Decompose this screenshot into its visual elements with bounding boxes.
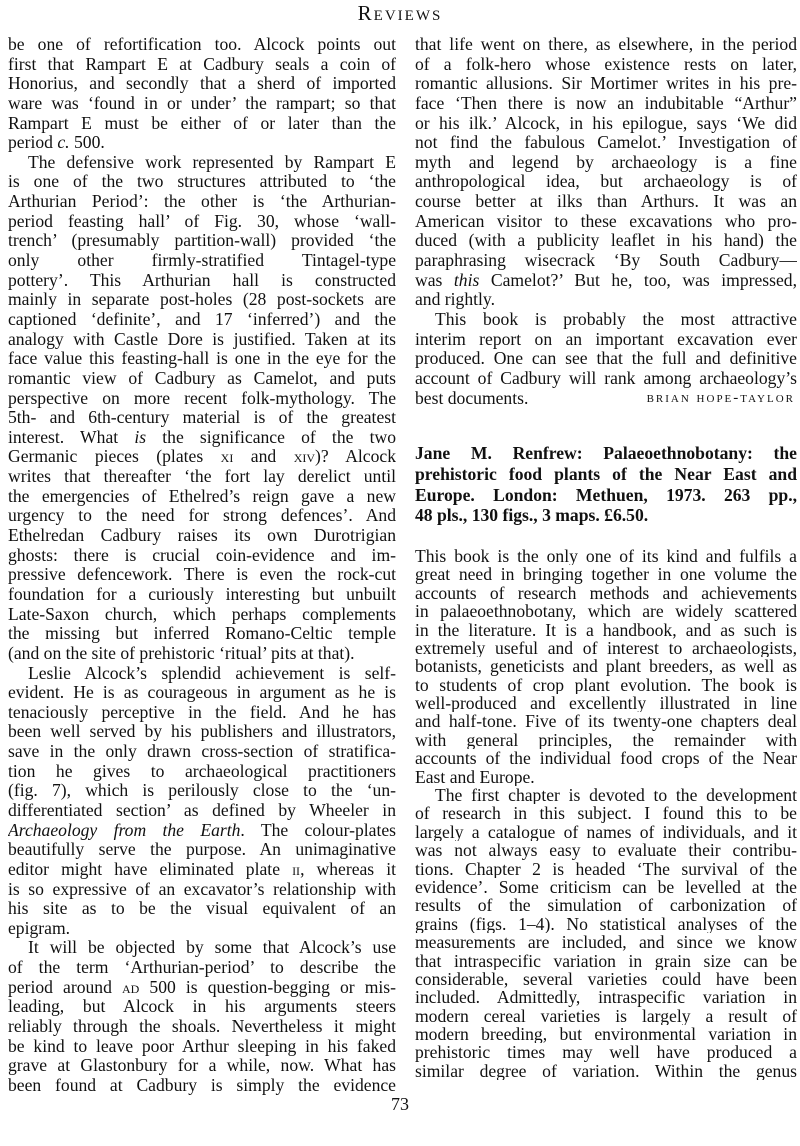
italic-text: this: [453, 270, 480, 290]
text-line: the emergencies of Ethelred’s reign gave a new: [8, 486, 396, 506]
text-line: not find the fabulous Camelot.’ Investigation of: [415, 133, 797, 153]
text-line: modern breeding, but environmental variation in: [415, 1025, 797, 1044]
paragraph: [415, 310, 797, 389]
text-line: accounts of research methods and achievements: [415, 583, 797, 603]
review-body: [415, 547, 797, 1080]
review-heading-line: Europe. London: Methuen, 1973. 263 pp.,: [415, 484, 797, 505]
text-line: largely a catalogue of names of individuals, and it: [415, 822, 797, 842]
text-segment: editor might have eliminated plate: [8, 859, 293, 879]
text-line: first that Rampart E at Cadbury seals a coin of: [8, 54, 396, 74]
text-line: romantic allusions. Sir Mortimer writes in his pre-: [415, 74, 797, 94]
text-line: captioned ‘definite’, and 17 ‘inferred’) and the: [8, 309, 396, 329]
text-line: leading, but Alcock in his arguments steers: [8, 997, 396, 1017]
text-line: is so expressive of an excavator’s relationship with: [8, 879, 396, 899]
text-line: of the term ‘Arthurian-period’ to describe the: [8, 958, 396, 978]
running-head: Reviews: [357, 1, 443, 25]
paragraph: [8, 664, 396, 939]
text-line: account of Cadbury will rank among archaeology’s: [415, 368, 797, 388]
text-line: been found at Cadbury is simply the evidence: [8, 1075, 396, 1095]
signature-line: [415, 389, 797, 409]
left-column: [8, 35, 396, 1096]
text-line: results of the simulation of carbonization of: [415, 896, 797, 915]
text-segment: 500 is question-begging or mis-: [139, 977, 396, 997]
text-line: beautifully serve the purpose. An unimaginative: [8, 840, 396, 860]
paragraph: [8, 938, 396, 1095]
text-line: Rampart E must be either of or later than the: [8, 113, 396, 133]
text-segment: 500.: [69, 133, 105, 153]
text-line: tenaciously perceptive in the field. And he has: [8, 702, 396, 722]
text-line: Honorius, and secondly that a sherd of imported: [8, 74, 396, 94]
text-segment: Camelot?’ But he, too, was impressed,: [479, 270, 797, 290]
small-caps-text: xi: [220, 447, 234, 467]
text-line: included. Admittedly, intraspecific variation in: [415, 988, 797, 1007]
text-line: accounts of the individual food crops of the Near: [415, 749, 797, 768]
text-segment: )? Alcock: [315, 447, 396, 467]
text-line: botanists, geneticists and plant breeders, as well as: [415, 657, 797, 676]
text-segment: Germanic pieces (plates: [8, 447, 221, 467]
text-line: writes that thereafter ‘the fort lay derelict until: [8, 467, 396, 487]
text-line: Late-Saxon church, which perhaps complements: [8, 604, 396, 624]
text-line: period feasting hall’ of Fig. 30, whose ‘wall-: [8, 211, 396, 231]
text-line: This book is the only one of its kind and fulfils a: [415, 546, 797, 566]
paragraph: [8, 153, 396, 664]
reviewer-signature: brian hope-taylor: [646, 389, 795, 406]
text-line: The first chapter is devoted to the development: [435, 786, 797, 805]
text-line: that intraspecific variation in grain size can be: [415, 951, 797, 970]
page-number: 73: [391, 1094, 409, 1114]
text-line: It will be objected by some that Alcock’s use: [28, 938, 396, 958]
review-heading: [415, 443, 797, 526]
italic-text: is: [134, 427, 147, 447]
text-line: evidence’. Some criticism can be levelled at the: [415, 877, 797, 897]
text-line: trench’ (presumably partition-wall) provided ‘the: [8, 231, 396, 251]
text-segment: was: [415, 270, 454, 290]
text-line: his site as to be the visual equivalent of an: [8, 899, 396, 919]
text-line: and rightly.: [415, 290, 495, 310]
text-line: urgency to the need for strong defences’. And: [8, 506, 396, 526]
text-line: pottery’. This Arthurian hall is constructed: [8, 270, 396, 290]
text-line: Arthurian Period’: the other is ‘the Arthurian-: [8, 192, 396, 212]
text-segment: , whereas it: [300, 859, 396, 879]
text-line: face ‘Then there is now an indubitable “Arthur”: [415, 93, 797, 113]
text-line: [8, 860, 396, 880]
italic-text: c.: [57, 133, 70, 153]
text-line: romantic view of Cadbury as Camelot, and puts: [8, 368, 396, 388]
text-line: myth and legend by archaeology is a fine: [415, 152, 797, 172]
text-line: Leslie Alcock’s splendid achievement is self-: [28, 663, 396, 683]
text-line: is one of the two structures attributed to ‘the: [8, 172, 396, 192]
text-line: (and on the site of prehistoric ‘ritual’ pits at that).: [8, 643, 355, 663]
text-line: similar degree of variation. Within the genus: [415, 1061, 797, 1081]
paragraph: [415, 786, 797, 1080]
text-line: or his ilk.’ Alcock, in his epilogue, says ‘We did: [415, 113, 797, 133]
text-line: grains (figs. 1–4). No statistical analyses of the: [415, 914, 797, 934]
text-line: that life went on there, as elsewhere, in the period: [415, 35, 797, 54]
text-line: paraphrasing wisecrack ‘By South Cadbury—: [415, 251, 797, 271]
closing-text: best documents.: [415, 387, 529, 408]
text-line: was not always easy to evaluate their contribu-: [415, 841, 797, 860]
text-line: the missing but inferred Romano-Celtic temple: [8, 624, 396, 644]
review-heading-line: Jane M. Renfrew: Palaeoethnobotany: the: [415, 443, 797, 464]
text-line: tions. Chapter 2 is headed ‘The survival of the: [415, 859, 797, 878]
text-line: save in the only drawn cross-section of stratifica-: [8, 742, 396, 762]
text-line: [415, 271, 797, 291]
text-line: of research in this subject. I found this to be: [415, 804, 797, 823]
text-line: in palaeoethnobotany, which are widely scattered: [415, 602, 797, 621]
text-line: [8, 133, 396, 153]
text-line: foundation for a curiously interesting but unbuilt: [8, 584, 396, 604]
italic-text: Archaeology from the Earth: [8, 820, 241, 840]
text-line: great need in bringing together in one volume the: [415, 565, 797, 584]
text-line: [8, 978, 396, 998]
text-line: be one of refortification too. Alcock points out: [8, 35, 396, 54]
text-segment: . The colour-plates: [240, 820, 396, 840]
text-line: face value this feasting-hall is one in the eye for the: [8, 349, 396, 369]
paragraph: [415, 547, 797, 786]
text-line: and half-tone. Five of its twenty-one chapters deal: [415, 712, 797, 731]
text-line: ghosts: there is crucial coin-evidence and im-: [8, 545, 396, 565]
text-line: grave at Glastonbury for a while, now. What has: [8, 1056, 396, 1076]
text-line: only other firmly-stratified Tintagel-type: [8, 251, 396, 271]
text-line: extremely useful and of interest to archaeologists,: [415, 638, 797, 658]
text-line: East and Europe.: [415, 767, 535, 787]
text-segment: period around: [8, 977, 122, 997]
text-line: Ethelredan Cadbury raises its own Durotrigian: [8, 526, 396, 546]
text-segment: period: [8, 133, 58, 153]
text-line: evident. He is as courageous in argument as he is: [8, 683, 396, 703]
text-line: [8, 447, 396, 467]
small-caps-text: ii: [292, 859, 301, 879]
small-caps-text: xiv: [293, 447, 316, 467]
text-line: prehistoric times may well have produced a: [415, 1043, 797, 1062]
text-line: This book is probably the most attractive: [435, 309, 797, 329]
left-column-body: [8, 35, 396, 1096]
text-line: measurements are included, and since we know: [415, 933, 797, 952]
text-line: mainly in separate post-holes (28 post-sockets are: [8, 290, 396, 310]
text-line: differentiated section’ as defined by Wheeler in: [8, 800, 396, 820]
text-line: of a folk-hero whose existence rests on later,: [415, 54, 797, 74]
small-caps-text: ad: [121, 977, 140, 997]
text-line: in the literature. It is a handbook, and as such is: [415, 620, 797, 639]
text-line: The defensive work represented by Rampart E: [28, 152, 396, 172]
paragraph: [415, 35, 797, 310]
previous-review-end: [415, 35, 797, 389]
text-line: pressive defencework. There is even the rock-cut: [8, 565, 396, 585]
text-segment: interest. What: [8, 427, 135, 447]
text-line: interim report on an important excavation ever: [415, 329, 797, 349]
text-line: course better at ilks than Arthurs. It was an: [415, 192, 797, 212]
text-line: to students of crop plant evolution. The book is: [415, 675, 797, 695]
text-line: with general principles, the remainder with: [415, 730, 797, 750]
review-heading-line: prehistoric food plants of the Near East and: [415, 463, 797, 484]
text-line: duced (with a publicity leaflet in his hand) the: [415, 231, 797, 251]
text-line: anthropological idea, but archaeology is of: [415, 172, 797, 192]
text-line: analogy with Castle Dore is justified. Taken at its: [8, 329, 396, 349]
text-line: been well served by his publishers and illustrators,: [8, 722, 396, 742]
text-line: (fig. 7), which is perilously close to the ‘un-: [8, 781, 396, 801]
text-segment: the significance of the two: [146, 427, 396, 447]
text-line: be kind to leave poor Arthur sleeping in his faked: [8, 1036, 396, 1056]
text-segment: and: [233, 447, 294, 467]
text-line: well-produced and excellently illustrated in line: [415, 694, 797, 713]
paragraph: [8, 35, 396, 153]
text-line: American visitor to these excavations who pro-: [415, 211, 797, 231]
text-line: reliably through the shoals. Nevertheless it might: [8, 1017, 396, 1037]
text-line: [8, 821, 396, 841]
review-heading-line: 48 pls., 130 figs., 3 maps. £6.50.: [415, 505, 649, 526]
text-line: considerable, several varieties could have been: [415, 969, 797, 989]
text-line: produced. One can see that the full and definitive: [415, 349, 797, 369]
text-line: perspective on more recent folk-mythology. The: [8, 388, 396, 408]
text-line: modern cereal varieties is largely a result of: [415, 1006, 797, 1026]
text-line: 5th- and 6th-century material is of the greatest: [8, 408, 396, 428]
right-column: [415, 35, 797, 1080]
text-line: tion he gives to archaeological practitioners: [8, 761, 396, 781]
text-line: [8, 428, 396, 448]
text-line: epigram.: [8, 918, 71, 938]
text-line: ware was ‘found in or under’ the rampart; so that: [8, 93, 396, 113]
